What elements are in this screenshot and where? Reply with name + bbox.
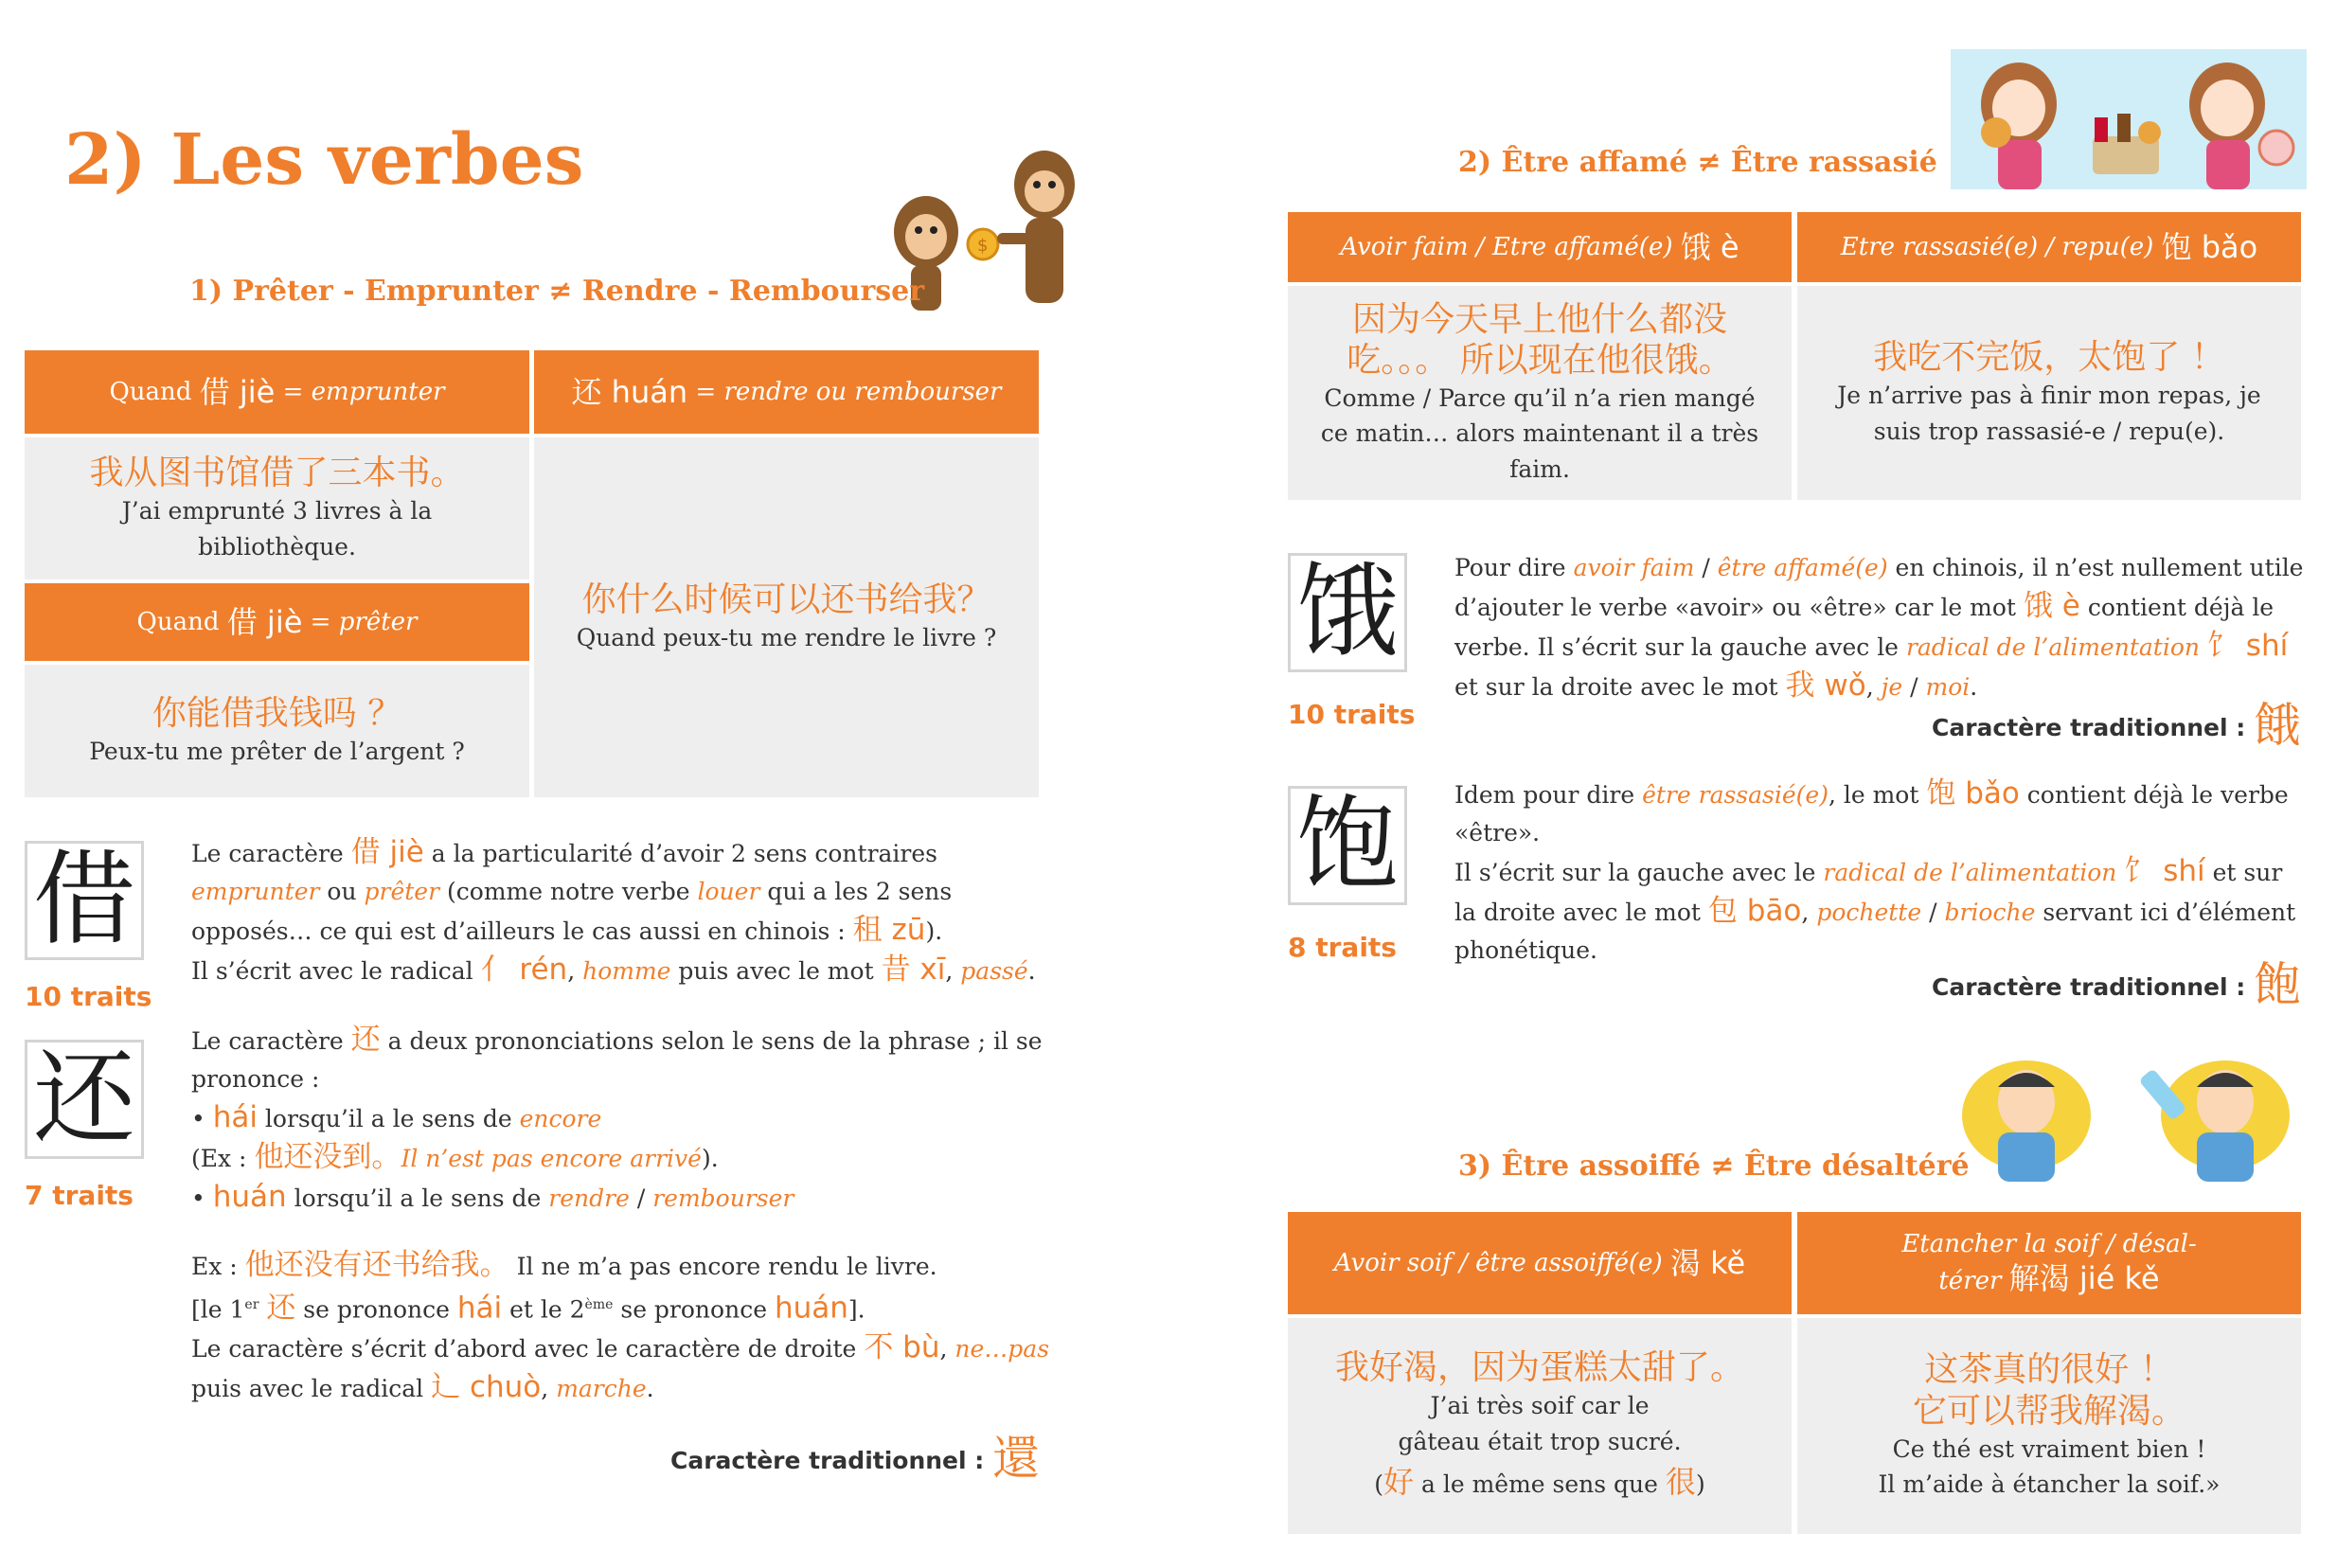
chinese-sentence: 我从图书馆借了三本书。 [89, 453, 465, 492]
bao-explanation: Idem pour dire être rassasié(e), le mot 饱 bǎo contient déjà le verbe «être». Il s’écrit sur la gauche avec le radical de l’alimentation 饣 shí et sur la droite avec le mot 包 bāo, pochette / brioche servant ici d’élément phonétique. [1454, 776, 2296, 964]
chinese-sentence: 它可以帮我解渴。 [1912, 1391, 2185, 1431]
traditional-character-huan: Caractère traditionnel : 還 [670, 1431, 1040, 1486]
svg-text:$: $ [977, 236, 989, 256]
thirsty-boys-illustration [1951, 1040, 2301, 1182]
cell-rassasie-example [1797, 286, 2301, 500]
section-1-title: 1) Prêter - Emprunter ≠ Rendre - Rembourser [189, 275, 925, 308]
french-translation: Quand peux-tu me rendre le livre ? [576, 623, 997, 651]
header-jie-emprunter [25, 350, 529, 434]
header-meaning: = emprunter [282, 377, 445, 406]
header-bao-rassasie [1797, 212, 2301, 282]
girls-eating-illustration [1951, 49, 2307, 189]
page-title: 2) Les verbes [64, 119, 584, 201]
french-translation: J’ai très soif car le [1430, 1392, 1650, 1420]
chinese-sentence: 你能借我钱吗 ？ [152, 693, 402, 733]
header-chinese: 借 jiè [226, 604, 303, 640]
header-meaning: = prêter [310, 607, 418, 636]
header-meaning: Etancher la soif / désal- [1901, 1229, 2197, 1258]
french-translation: Comme / Parce qu’il n’a rien mangé ce matin… alors maintenant il a très faim. [1320, 383, 1759, 483]
header-meaning: Avoir faim / Etre affamé(e) [1340, 232, 1673, 261]
header-meaning: Avoir soif / être assoiffé(e) [1333, 1248, 1663, 1277]
cell-affame-example [1288, 286, 1792, 500]
character-box-e [1288, 553, 1407, 672]
e-explanation: Pour dire avoir faim / être affamé(e) en chinois, il n’est nullement utile d’ajouter le verbe «avoir» ou «être» car le mot 饿 è contient déjà le verbe. Il s’écrit sur la gauche avec le radical de l’alimentation 饣 shí et sur la droite avec le mot 我 wǒ, je / moi. [1454, 554, 2304, 703]
traditional-character-e: Caractère traditionnel : 餓 [1932, 698, 2301, 753]
cell-desaltere-example [1797, 1318, 2301, 1534]
stroke-count: 10 traits [25, 981, 152, 1012]
character-glyph: 还 [32, 1040, 135, 1158]
header-chinese: 渴 kě [1669, 1245, 1746, 1281]
character-box-jie [25, 841, 144, 960]
french-translation: Peux-tu me prêter de l’argent ? [89, 737, 465, 765]
french-translation: Je n’arrive pas à finir mon repas, je suis trop rassasié-e / repu(e). [1837, 382, 2261, 445]
character-glyph: 借 [32, 841, 135, 959]
cell-rendre-example [534, 437, 1039, 797]
header-meaning: térer [1938, 1267, 2002, 1296]
stroke-count: 7 traits [25, 1180, 134, 1211]
header-meaning: = rendre ou rembourser [695, 377, 1002, 406]
jie-explanation: Le caractère 借 jiè a la particularité d’avoir 2 sens contraires emprunter ou prêter (comme notre verbe louer qui a les 2 sens opposés… ce qui est d’ailleurs le cas aussi en chinois : 租 zū). Il s’écrit avec le radical 亻 rén, homme puis avec le mot 昔 xī, passé. [191, 835, 1036, 987]
huan-example: Ex : 他还没有还书给我。 Il ne m’a pas encore rendu le livre. [le 1er 还 se prononce hái et le 2ème se prononce huán]. Le caractère s’écrit d’abord avec le caractère de droite 不 bù, ne…pas puis avec le radical 辶 chuò, marche. [191, 1248, 1050, 1405]
cell-emprunter-example [25, 437, 529, 579]
traditional-character-bao: Caractère traditionnel : 飽 [1932, 957, 2301, 1012]
stroke-count: 8 traits [1288, 932, 1397, 963]
chinese-sentence: 你什么时候可以还书给我？ [581, 579, 991, 619]
header-chinese: 饿 è [1680, 229, 1739, 265]
french-translation: J’ai emprunté 3 livres à la bibliothèque. [121, 497, 433, 561]
header-chinese: 借 jiè [199, 374, 276, 410]
character-box-bao [1288, 786, 1407, 905]
character-glyph: 饿 [1295, 553, 1399, 671]
header-label: Quand [109, 377, 192, 406]
header-jieke-desaltere [1797, 1212, 2301, 1314]
cell-preter-example [25, 665, 529, 797]
french-translation: Il m’aide à étancher la soif.» [1878, 1470, 2221, 1499]
character-glyph: 饱 [1295, 786, 1399, 904]
header-chinese: 解渴 jié kě [2008, 1260, 2160, 1297]
header-e-affame [1288, 212, 1792, 282]
chinese-sentence: 我吃不完饭，太饱了 ！ [1873, 337, 2225, 377]
header-huan-rendre [534, 350, 1039, 434]
header-chinese: 还 huán [571, 374, 688, 410]
note: (好 a le même sens que 很) [1374, 1464, 1705, 1501]
section-3-title: 3) Être assoiffé ≠ Être désaltéré [1458, 1149, 1970, 1183]
header-ke-assoiffe [1288, 1212, 1792, 1314]
header-label: Quand [136, 607, 220, 636]
character-box-huan [25, 1040, 144, 1159]
chinese-sentence: 我好渴，因为蛋糕太甜了。 [1334, 1347, 1744, 1387]
header-jie-preter [25, 583, 529, 661]
huan-explanation: Le caractère 还 a deux prononciations selon le sens de la phrase ; il se prononce : • hái lorsqu’il a le sens de encore (Ex : 他还没到。Il n’est pas encore arrivé). • huán lorsqu’il a le sens de rendre / rembourser [191, 1023, 1043, 1214]
french-translation: gâteau était trop sucré. [1398, 1427, 1682, 1455]
chinese-sentence: 因为今天早上他什么都没吃。。。 所以现在他很饿。 [1347, 299, 1733, 380]
header-meaning: Etre rassasié(e) / repu(e) [1840, 232, 2154, 261]
header-chinese: 饱 bǎo [2161, 229, 2258, 265]
stroke-count: 10 traits [1288, 699, 1416, 730]
section-2-title: 2) Être affamé ≠ Être rassasié [1458, 146, 1937, 179]
chinese-sentence: 这茶真的很好 ！ [1924, 1350, 2174, 1390]
french-translation: Ce thé est vraiment bien ! [1892, 1434, 2206, 1463]
cell-assoiffe-example [1288, 1318, 1792, 1534]
